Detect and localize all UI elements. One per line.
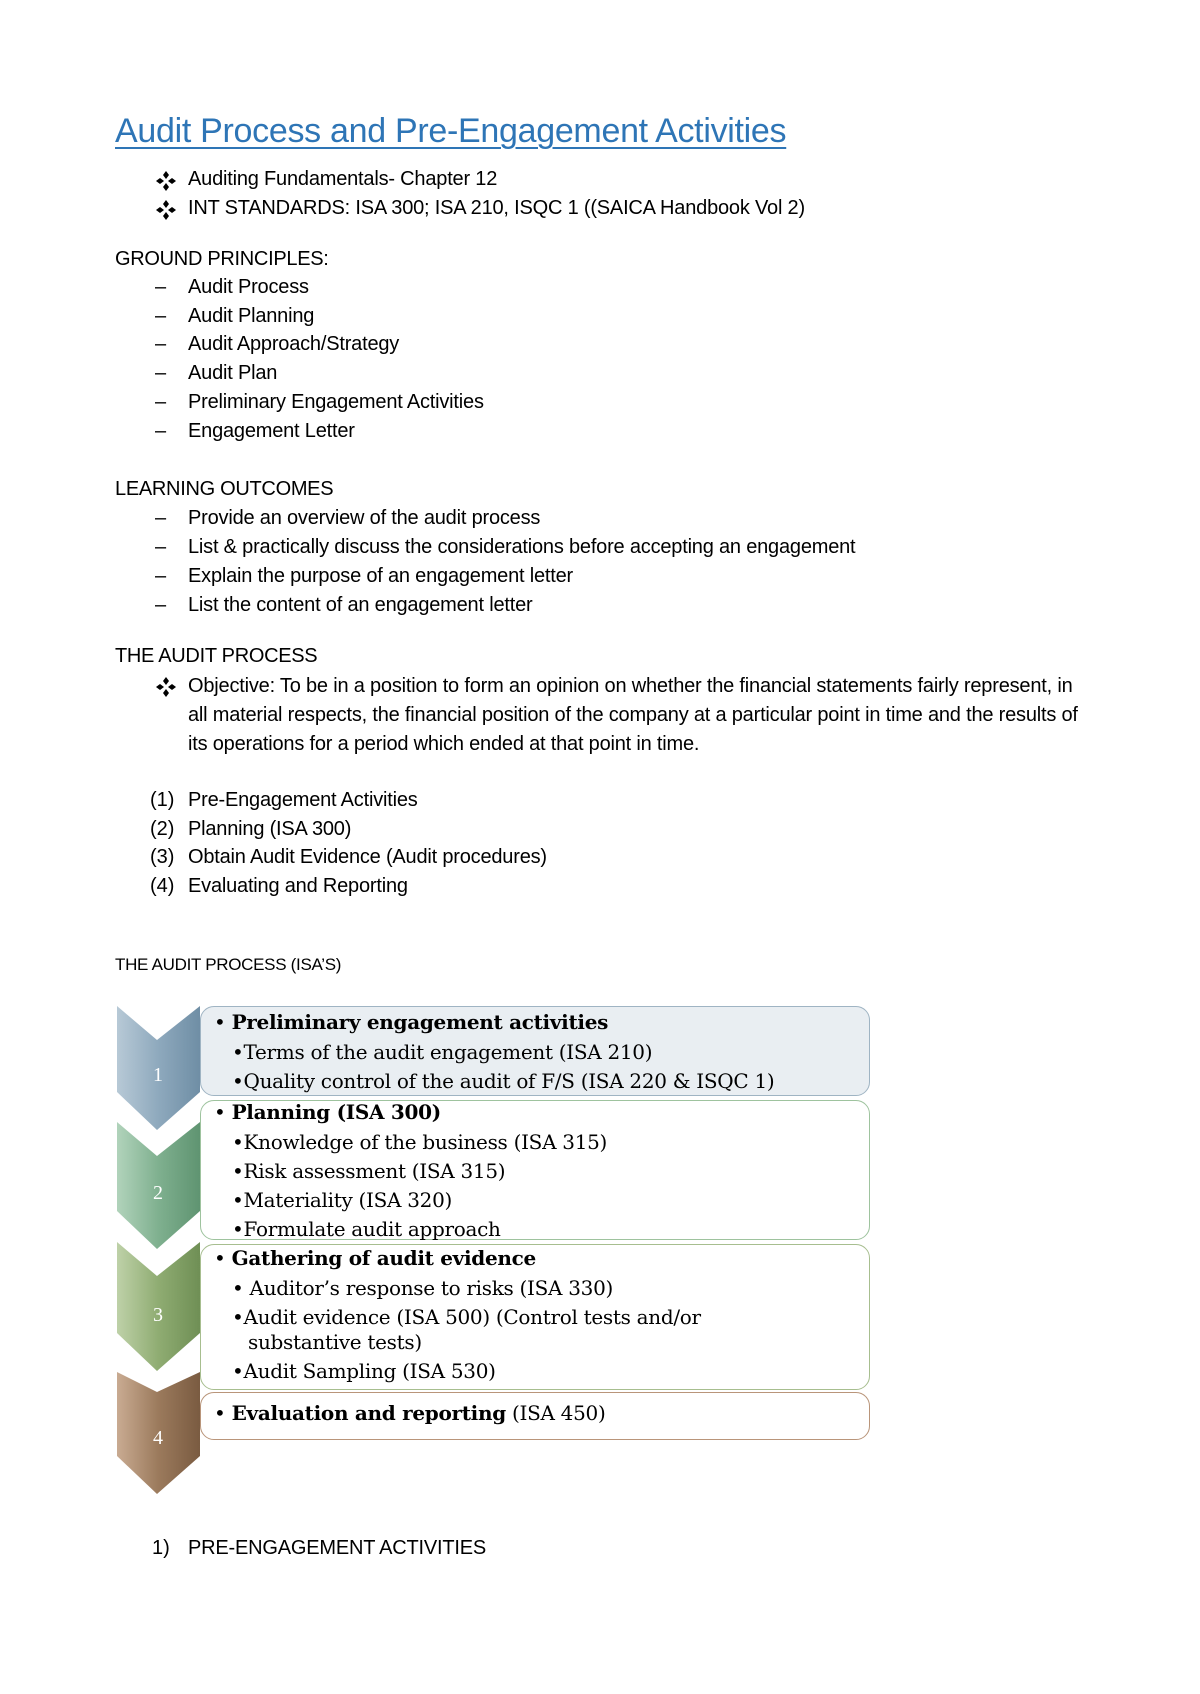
section-heading: PRE-ENGAGEMENT ACTIVITIES (188, 1537, 487, 1559)
learning-outcome-item: List the content of an engagement letter (188, 594, 533, 616)
step-label: Obtain Audit Evidence (Audit procedures) (188, 846, 547, 868)
stage-1-item: •Quality control of the audit of F/S (ISA 220 & ISQC 1) (232, 1069, 775, 1093)
stage-3-item: •Audit evidence (ISA 500) (Control tests and/or (232, 1305, 701, 1329)
diamond-bullet-icon (155, 199, 177, 221)
learning-outcome-item: Provide an overview of the audit process (188, 507, 541, 529)
learning-outcome-item: List & practically discuss the considerations before accepting an engagement (188, 536, 856, 558)
dash-bullet: – (155, 565, 167, 587)
dash-bullet: – (155, 536, 167, 558)
stage-4-title: • Evaluation and reporting (ISA 450) (214, 1401, 606, 1425)
chevron-number: 3 (153, 1304, 163, 1326)
stage-2-item: •Formulate audit approach (232, 1217, 501, 1241)
reference-item: INT STANDARDS: ISA 300; ISA 210, ISQC 1 ((SAICA Handbook Vol 2) (188, 197, 805, 219)
stage-2-item: •Knowledge of the business (ISA 315) (232, 1130, 608, 1154)
step-label: Planning (ISA 300) (188, 818, 352, 840)
ground-principle-item: Audit Approach/Strategy (188, 333, 400, 355)
stage-2-item: •Risk assessment (ISA 315) (232, 1159, 506, 1183)
dash-bullet: – (155, 362, 167, 384)
diamond-bullet-icon (155, 170, 177, 192)
dash-bullet: – (155, 391, 167, 413)
ground-principle-item: Preliminary Engagement Activities (188, 391, 484, 413)
diamond-bullet-icon (155, 676, 177, 698)
chevron-number: 1 (153, 1064, 163, 1086)
page-title: Audit Process and Pre-Engagement Activities (115, 112, 787, 150)
audit-objective: Objective: To be in a position to form an opinion on whether the financial statements fairly represent, in all material respects, the financial position of the company at a particular point in time and the results of its operations for a period which ended at that point in time. (188, 675, 1078, 755)
stage-3-item: •Audit Sampling (ISA 530) (232, 1359, 496, 1383)
step-number: (3) (150, 846, 175, 868)
ground-principle-item: Audit Plan (188, 362, 278, 384)
diagram-heading: THE AUDIT PROCESS (ISA’S) (115, 955, 342, 974)
reference-item: Auditing Fundamentals- Chapter 12 (188, 168, 498, 190)
stage-2-item: •Materiality (ISA 320) (232, 1188, 453, 1212)
learning-outcomes-heading: LEARNING OUTCOMES (115, 478, 334, 500)
stage-1-title: • Preliminary engagement activities (214, 1010, 609, 1034)
learning-outcome-item: Explain the purpose of an engagement letter (188, 565, 574, 587)
dash-bullet: – (155, 507, 167, 529)
stage-3-item-continued: substantive tests) (248, 1330, 422, 1354)
step-number: (4) (150, 875, 175, 897)
section-number: 1) (152, 1537, 170, 1559)
stage-3-item: • Auditor’s response to risks (ISA 330) (232, 1276, 614, 1300)
ground-principles-heading: GROUND PRINCIPLES: (115, 248, 329, 270)
audit-process-heading: THE AUDIT PROCESS (115, 645, 318, 667)
step-label: Pre-Engagement Activities (188, 789, 418, 811)
ground-principle-item: Audit Planning (188, 305, 315, 327)
dash-bullet: – (155, 594, 167, 616)
dash-bullet: – (155, 333, 167, 355)
dash-bullet: – (155, 420, 167, 442)
stage-2-title: • Planning (ISA 300) (214, 1100, 441, 1124)
stage-1-item: •Terms of the audit engagement (ISA 210) (232, 1040, 653, 1064)
dash-bullet: – (155, 276, 167, 298)
step-label: Evaluating and Reporting (188, 875, 408, 897)
chevron-number: 2 (153, 1182, 163, 1204)
dash-bullet: – (155, 305, 167, 327)
process-chevrons (114, 1006, 206, 1496)
ground-principle-item: Audit Process (188, 276, 309, 298)
ground-principle-item: Engagement Letter (188, 420, 355, 442)
chevron-number: 4 (153, 1427, 163, 1449)
step-number: (1) (150, 789, 175, 811)
stage-3-title: • Gathering of audit evidence (214, 1246, 536, 1270)
step-number: (2) (150, 818, 175, 840)
